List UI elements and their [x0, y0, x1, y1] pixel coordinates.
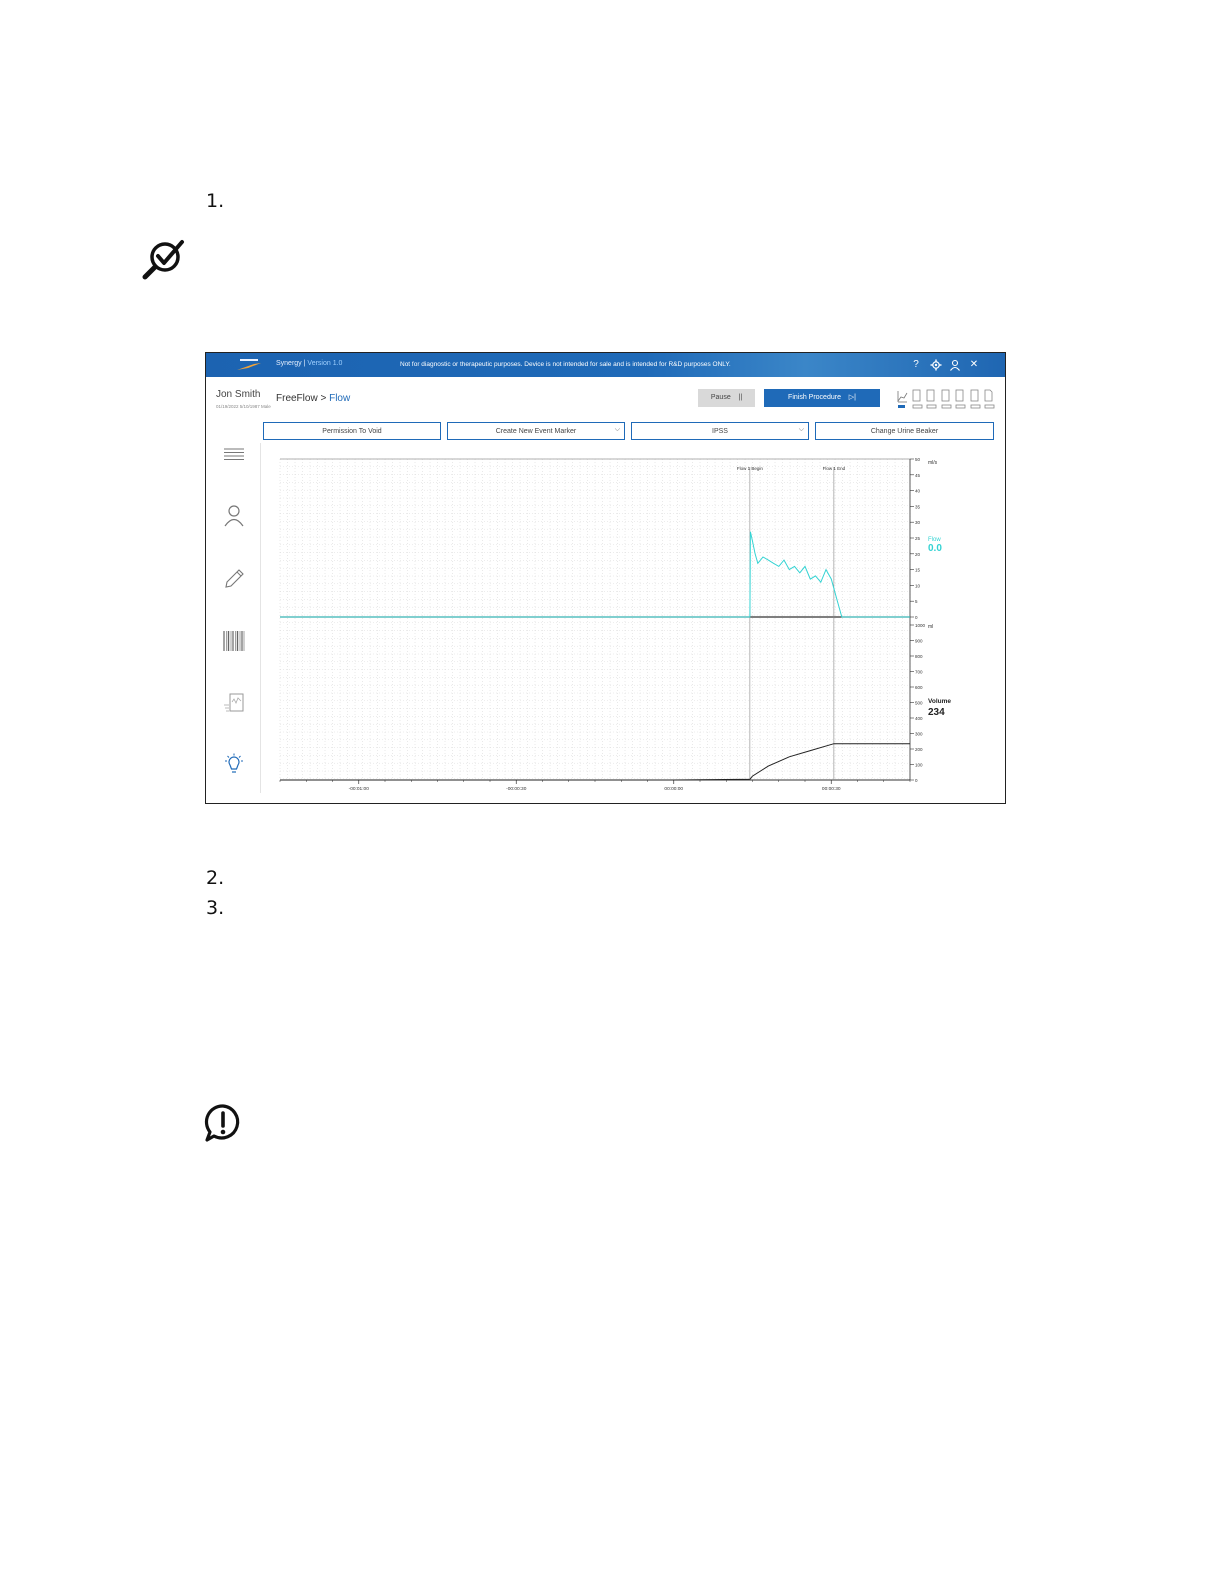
flow-unit-label: ml/s: [928, 460, 938, 466]
volume-unit-label: ml: [928, 624, 934, 630]
disclaimer-banner: Not for diagnostic or therapeutic purposes. Device is not intended for sale and is intended for R&D purposes ONLY.: [400, 361, 731, 368]
chevron-down-icon: ⌵: [798, 426, 804, 433]
x-tick-label: -00:01:00: [348, 787, 369, 792]
patient-name: Jon Smith: [216, 389, 261, 400]
flow-tick-label: 30: [915, 520, 921, 526]
volume-readout-label: Volume: [928, 698, 951, 705]
finish-label: Finish Procedure: [788, 394, 841, 401]
flow-tick-label: 0: [915, 615, 918, 620]
volume-tick-label: 1000: [915, 623, 926, 628]
patient-details: 01/19/2022 5/10/1987 Male: [216, 404, 271, 409]
volume-tick-label: 400: [915, 716, 923, 721]
help-icon[interactable]: ?: [913, 359, 919, 370]
step-number-3: 3.: [206, 897, 225, 919]
flow-tick-label: 45: [915, 472, 921, 478]
flow-tick-label: 25: [915, 536, 921, 541]
app-version: Version 1.0: [307, 360, 343, 367]
event-marker-label: Flow 1 End: [822, 466, 846, 471]
event-marker-dropdown[interactable]: Create New Event Marker ⌵: [447, 422, 625, 440]
volume-tick-label: 500: [915, 700, 923, 706]
application-screenshot: [205, 352, 1006, 804]
flow-tick-label: 40: [915, 488, 921, 494]
flow-tick-label: 5: [915, 599, 918, 605]
flow-tick-label: 10: [915, 583, 921, 589]
volume-tick-label: 300: [915, 731, 923, 737]
breadcrumb-parent[interactable]: FreeFlow: [276, 393, 318, 404]
volume-tick-label: 0: [915, 778, 918, 783]
alert-bubble-icon: [203, 1103, 243, 1143]
flow-tick-label: 15: [915, 567, 921, 573]
finish-icon: ▷|: [848, 394, 856, 401]
volume-readout-value: 234: [928, 707, 945, 718]
flow-tick-label: 50: [915, 457, 921, 462]
flow-volume-chart: [206, 353, 1005, 803]
event-marker-label: Flow 1 Begin: [736, 466, 763, 471]
volume-tick-label: 600: [915, 685, 923, 690]
flow-readout-value: 0.0: [928, 543, 942, 554]
step-number-1: 1.: [206, 190, 225, 212]
x-tick-label: -00:00:30: [506, 787, 527, 792]
volume-tick-label: 800: [915, 654, 923, 659]
chevron-down-icon: ⌵: [614, 426, 620, 433]
pause-label: Pause: [710, 394, 731, 401]
ipss-dropdown[interactable]: IPSS ⌵: [631, 422, 809, 440]
volume-tick-label: 700: [915, 669, 923, 675]
inspect-check-icon: [140, 238, 186, 282]
volume-tick-label: 200: [915, 747, 923, 752]
flow-tick-label: 20: [915, 551, 921, 557]
x-tick-label: 00:00:00: [664, 787, 684, 792]
flow-series-line: [280, 532, 910, 617]
volume-tick-label: 100: [915, 762, 923, 768]
breadcrumb-separator: >: [320, 393, 327, 404]
permission-to-void-button[interactable]: Permission To Void: [263, 422, 441, 440]
pause-icon: ||: [738, 394, 743, 401]
flow-tick-label: 35: [915, 504, 921, 510]
close-icon[interactable]: ✕: [969, 359, 979, 370]
change-urine-beaker-button[interactable]: Change Urine Beaker: [815, 422, 994, 440]
flow-readout-label: Flow: [928, 537, 941, 543]
x-tick-label: 00:00:30: [821, 787, 841, 792]
app-name: Synergy | Version 1.0: [276, 360, 343, 367]
volume-tick-label: 900: [915, 638, 923, 644]
step-number-2: 2.: [206, 867, 225, 889]
breadcrumb-current: Flow: [329, 393, 351, 404]
